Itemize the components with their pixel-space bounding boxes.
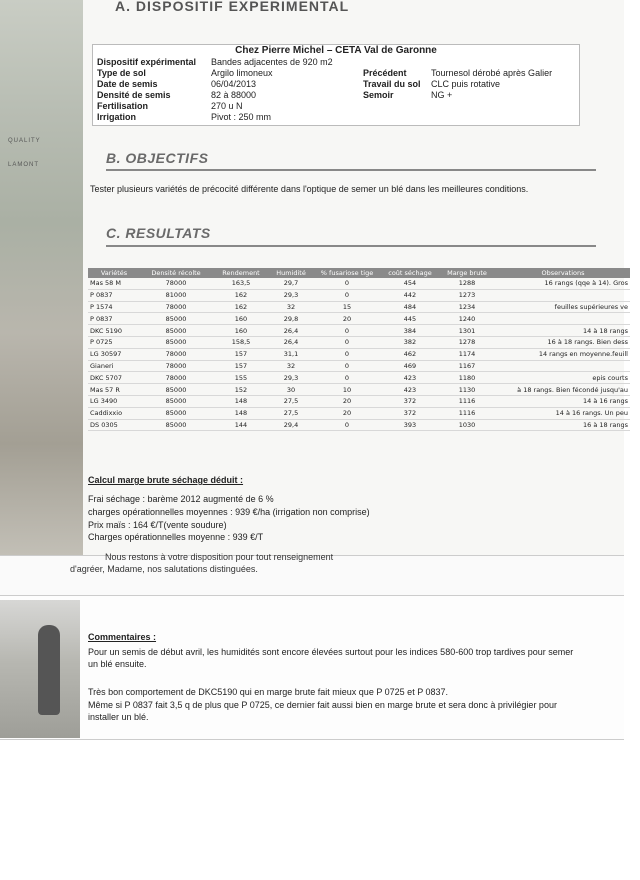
value-cell: 1174 — [438, 348, 496, 360]
info-row — [93, 90, 579, 101]
observation-cell: 14 à 16 rangs. Un peu — [496, 407, 630, 419]
observation-cell: epis courts — [496, 372, 630, 384]
value-cell: 30 — [270, 384, 312, 396]
info-key: Date de semis — [97, 79, 158, 89]
value-cell: 157 — [212, 348, 270, 360]
calcul-line: Prix maïs : 164 €/T(vente soudure) — [88, 520, 227, 530]
info-key: Irrigation — [97, 112, 137, 122]
info-row — [93, 101, 579, 112]
observation-cell — [496, 313, 630, 325]
info-value: Pivot : 250 mm — [211, 112, 272, 122]
value-cell: 393 — [382, 419, 438, 431]
value-cell: 384 — [382, 325, 438, 337]
value-cell: 29,8 — [270, 313, 312, 325]
col-header: coût séchage — [382, 268, 438, 278]
info-key: Travail du sol — [363, 79, 421, 89]
observation-cell: 16 à 18 rangs. Bien dess — [496, 336, 630, 348]
col-header: Rendement — [212, 268, 270, 278]
calcul-line: charges opérationnelles moyennes : 939 €/ha (irrigation non comprise) — [88, 507, 370, 517]
comment-paragraph: Pour un semis de début avril, les humidités sont encore élevées surtout pour les indices 580-600 trop tardives pour semer un blé ensuite. — [88, 647, 574, 669]
results-row — [88, 289, 630, 301]
value-cell: 0 — [312, 289, 382, 301]
objectifs-heading: B. OBJECTIFS — [106, 150, 209, 166]
value-cell: 32 — [270, 360, 312, 372]
info-key: Dispositif expérimental — [97, 57, 197, 67]
value-cell: 20 — [312, 407, 382, 419]
value-cell: 372 — [382, 407, 438, 419]
info-key: Semoir — [363, 90, 394, 100]
value-cell: 163,5 — [212, 278, 270, 289]
strip-quality-label: QUALITY — [8, 138, 41, 144]
results-row — [88, 407, 630, 419]
observation-cell: 16 à 18 rangs — [496, 419, 630, 431]
comment-paragraph: Très bon comportement de DKC5190 qui en marge brute fait mieux que P 0725 et P 0837. — [88, 687, 449, 697]
col-header: Observations — [496, 268, 630, 278]
info-key: Densité de semis — [97, 90, 171, 100]
info-value: Bandes adjacentes de 920 m2 — [211, 57, 333, 67]
value-cell: 382 — [382, 336, 438, 348]
value-cell: 155 — [212, 372, 270, 384]
info-row — [93, 68, 579, 79]
section-a-title: A. DISPOSITIF EXPERIMENTAL — [115, 0, 350, 12]
value-cell: 0 — [312, 360, 382, 372]
value-cell: 148 — [212, 407, 270, 419]
results-row — [88, 360, 630, 372]
calcul-title: Calcul marge brute séchage déduit : — [88, 475, 244, 485]
value-cell: 78000 — [140, 372, 212, 384]
variety-cell: P 0837 — [88, 313, 140, 325]
variety-cell: LG 30597 — [88, 348, 140, 360]
value-cell: 27,5 — [270, 407, 312, 419]
value-cell: 144 — [212, 419, 270, 431]
value-cell: 1116 — [438, 395, 496, 407]
value-cell: 26,4 — [270, 336, 312, 348]
value-cell: 1301 — [438, 325, 496, 337]
value-cell: 85000 — [140, 313, 212, 325]
value-cell: 81000 — [140, 289, 212, 301]
variety-cell: DS 0305 — [88, 419, 140, 431]
results-row — [88, 278, 630, 289]
info-value: Tournesol dérobé après Galier — [431, 68, 553, 78]
trial-info-title: Chez Pierre Michel – CETA Val de Garonne — [235, 45, 437, 56]
value-cell: 157 — [212, 360, 270, 372]
value-cell: 78000 — [140, 301, 212, 313]
observation-cell: à 18 rangs. Bien fécondé jusqu'au — [496, 384, 630, 396]
info-value: NG + — [431, 90, 453, 100]
value-cell: 85000 — [140, 336, 212, 348]
value-cell: 0 — [312, 348, 382, 360]
letter-line-2: d'agréer, Madame, nos salutations distinguées. — [70, 564, 258, 574]
value-cell: 27,5 — [270, 395, 312, 407]
trial-info-box — [92, 44, 580, 126]
divider — [106, 169, 596, 171]
info-value: 06/04/2013 — [211, 79, 257, 89]
value-cell: 162 — [212, 289, 270, 301]
value-cell: 85000 — [140, 384, 212, 396]
value-cell: 29,3 — [270, 289, 312, 301]
value-cell: 0 — [312, 336, 382, 348]
value-cell: 29,7 — [270, 278, 312, 289]
results-row — [88, 348, 630, 360]
value-cell: 462 — [382, 348, 438, 360]
value-cell: 0 — [312, 325, 382, 337]
info-row — [93, 112, 579, 123]
value-cell: 0 — [312, 419, 382, 431]
value-cell: 1180 — [438, 372, 496, 384]
observation-cell — [496, 360, 630, 372]
person-photo-figure — [38, 625, 60, 715]
value-cell: 148 — [212, 395, 270, 407]
info-key: Précédent — [363, 68, 407, 78]
value-cell: 10 — [312, 384, 382, 396]
col-header: Densité récolte — [140, 268, 212, 278]
results-row — [88, 336, 630, 348]
value-cell: 454 — [382, 278, 438, 289]
value-cell: 469 — [382, 360, 438, 372]
value-cell: 78000 — [140, 348, 212, 360]
variety-cell: Caddixxio — [88, 407, 140, 419]
info-row — [93, 57, 579, 68]
value-cell: 152 — [212, 384, 270, 396]
value-cell: 15 — [312, 301, 382, 313]
value-cell: 162 — [212, 301, 270, 313]
info-value: 270 u N — [211, 101, 243, 111]
value-cell: 442 — [382, 289, 438, 301]
value-cell: 1030 — [438, 419, 496, 431]
observation-cell — [496, 289, 630, 301]
info-value: 82 à 88000 — [211, 90, 257, 100]
value-cell: 445 — [382, 313, 438, 325]
value-cell: 1273 — [438, 289, 496, 301]
observation-cell: 14 à 18 rangs — [496, 325, 630, 337]
value-cell: 1288 — [438, 278, 496, 289]
value-cell: 423 — [382, 372, 438, 384]
commentaires-title: Commentaires : — [88, 632, 157, 642]
col-header: % fusariose tige — [312, 268, 382, 278]
decorative-photo-strip — [0, 0, 83, 555]
value-cell: 85000 — [140, 395, 212, 407]
value-cell: 20 — [312, 313, 382, 325]
value-cell: 423 — [382, 384, 438, 396]
calcul-line: Frai séchage : barème 2012 augmenté de 6 % — [88, 494, 274, 504]
observation-cell: feuilles supérieures ve — [496, 301, 630, 313]
value-cell: 1167 — [438, 360, 496, 372]
results-row — [88, 419, 630, 431]
value-cell: 20 — [312, 395, 382, 407]
value-cell: 160 — [212, 313, 270, 325]
variety-cell: P 1574 — [88, 301, 140, 313]
variety-cell: LG 3490 — [88, 395, 140, 407]
variety-cell: Mas 57 R — [88, 384, 140, 396]
results-row — [88, 384, 630, 396]
value-cell: 484 — [382, 301, 438, 313]
value-cell: 1234 — [438, 301, 496, 313]
resultats-heading: C. RESULTATS — [106, 225, 211, 241]
variety-cell: P 0725 — [88, 336, 140, 348]
info-key: Type de sol — [97, 68, 146, 78]
calcul-line: Charges opérationnelles moyenne : 939 €/T — [88, 532, 264, 542]
letter-line-1: Nous restons à votre disposition pour tout renseignement — [105, 552, 334, 562]
value-cell: 31,1 — [270, 348, 312, 360]
observation-cell: 14 à 16 rangs — [496, 395, 630, 407]
value-cell: 0 — [312, 278, 382, 289]
results-table — [88, 268, 630, 431]
value-cell: 1278 — [438, 336, 496, 348]
value-cell: 158,5 — [212, 336, 270, 348]
comment-paragraph: Même si P 0837 fait 3,5 q de plus que P 0725, ce dernier fait aussi bien en marge brute et sera donc à privilégier pour installer un blé. — [88, 700, 557, 722]
col-header: Humidité — [270, 268, 312, 278]
col-header: Marge brute — [438, 268, 496, 278]
col-header: Variétés — [88, 268, 140, 278]
variety-cell: DKC 5707 — [88, 372, 140, 384]
results-row — [88, 325, 630, 337]
info-value: Argilo limoneux — [211, 68, 273, 78]
value-cell: 85000 — [140, 419, 212, 431]
divider — [106, 245, 596, 247]
variety-cell: P 0837 — [88, 289, 140, 301]
value-cell: 29,3 — [270, 372, 312, 384]
results-row — [88, 372, 630, 384]
objectifs-text: Tester plusieurs variétés de précocité différente dans l'optique de semer un blé dans les meilleures conditions. — [90, 184, 529, 194]
results-header-row — [88, 268, 630, 278]
value-cell: 29,4 — [270, 419, 312, 431]
value-cell: 78000 — [140, 360, 212, 372]
value-cell: 372 — [382, 395, 438, 407]
info-value: CLC puis rotative — [431, 79, 501, 89]
results-row — [88, 395, 630, 407]
value-cell: 32 — [270, 301, 312, 313]
observation-cell: 14 rangs en moyenne.feuill — [496, 348, 630, 360]
variety-cell: Gianeri — [88, 360, 140, 372]
value-cell: 1130 — [438, 384, 496, 396]
value-cell: 85000 — [140, 407, 212, 419]
value-cell: 85000 — [140, 325, 212, 337]
value-cell: 78000 — [140, 278, 212, 289]
value-cell: 1116 — [438, 407, 496, 419]
variety-cell: DKC 5190 — [88, 325, 140, 337]
variety-cell: Mas 58 M — [88, 278, 140, 289]
strip-label-2: LAMONT — [8, 162, 40, 168]
results-row — [88, 301, 630, 313]
info-key: Fertilisation — [97, 101, 149, 111]
value-cell: 26,4 — [270, 325, 312, 337]
value-cell: 1240 — [438, 313, 496, 325]
results-row — [88, 313, 630, 325]
info-row — [93, 79, 579, 90]
value-cell: 160 — [212, 325, 270, 337]
value-cell: 0 — [312, 372, 382, 384]
observation-cell: 16 rangs (qqe à 14). Gros — [496, 278, 630, 289]
